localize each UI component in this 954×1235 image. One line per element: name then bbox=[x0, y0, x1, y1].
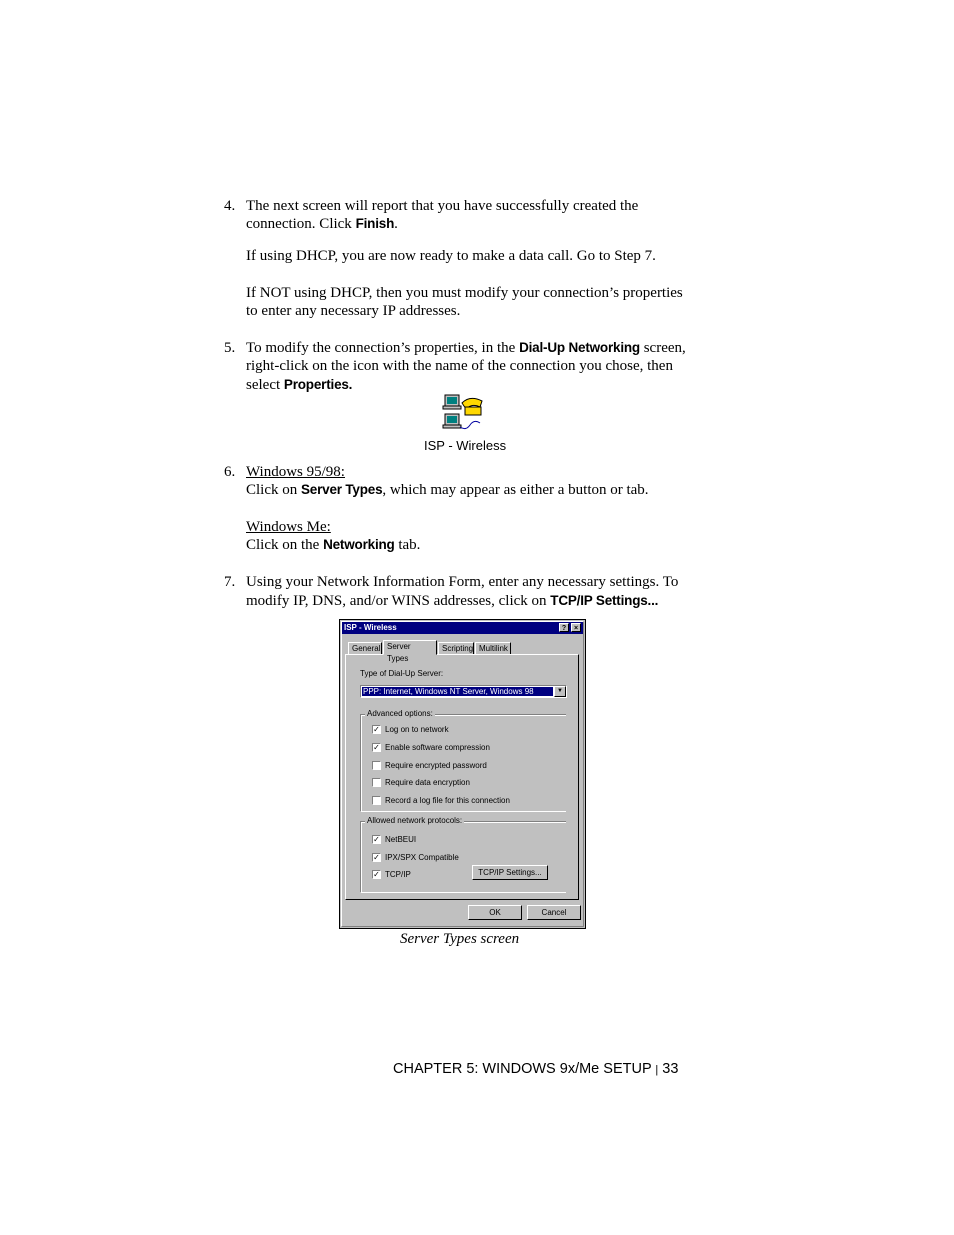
computer-phone-icon bbox=[440, 393, 486, 433]
win9x-instruction: Click on Server Types, which may appear as either a button or tab. bbox=[246, 482, 649, 498]
step-4-no-dhcp-line-1: If NOT using DHCP, then you must modify your connection’s properties bbox=[246, 285, 683, 301]
step-6-number: 6. bbox=[224, 464, 236, 480]
checkbox[interactable] bbox=[372, 796, 381, 805]
winme-heading: Windows Me: bbox=[246, 519, 331, 535]
step-7-line-1: Using your Network Information Form, enter any necessary settings. To bbox=[246, 574, 679, 590]
checkbox[interactable]: ✓ bbox=[373, 835, 380, 844]
help-button[interactable]: ? bbox=[559, 623, 569, 632]
checkbox[interactable] bbox=[372, 761, 381, 770]
step-4-line-1: The next screen will report that you have successfully created the bbox=[246, 198, 639, 214]
win9x-heading: Windows 95/98: bbox=[246, 464, 345, 480]
tab-multilink[interactable]: Multilink bbox=[475, 642, 511, 654]
properties-term: Properties. bbox=[283, 377, 353, 392]
tab-server-types[interactable]: Server Types bbox=[383, 640, 437, 655]
cancel-button[interactable]: Cancel bbox=[527, 905, 581, 920]
footer-separator: | bbox=[655, 1064, 659, 1076]
checkbox[interactable]: ✓ bbox=[373, 725, 380, 734]
server-type-value: PPP: Internet, Windows NT Server, Windows 98 bbox=[362, 687, 553, 696]
dialup-networking-term: Dial-Up Networking bbox=[519, 340, 640, 355]
finish-term: Finish bbox=[355, 216, 395, 231]
server-type-label: Type of Dial-Up Server: bbox=[360, 669, 444, 678]
step-5-line-1: To modify the connection’s properties, in the Dial-Up Networking screen, bbox=[246, 340, 686, 356]
step-5-line-3: select Properties. bbox=[246, 377, 353, 393]
tab-scripting[interactable]: Scripting bbox=[438, 642, 474, 654]
chapter-title: CHAPTER 5: WINDOWS 9x/Me SETUP bbox=[393, 1061, 652, 1077]
figure-caption: Server Types screen bbox=[400, 931, 520, 947]
winme-instruction: Click on the Networking tab. bbox=[246, 537, 421, 553]
checkbox[interactable] bbox=[372, 778, 381, 787]
checkbox[interactable]: ✓ bbox=[373, 870, 380, 879]
step-5-number: 5. bbox=[224, 340, 236, 356]
tab-general[interactable]: General bbox=[348, 642, 382, 654]
dialup-connection-icon[interactable] bbox=[440, 393, 486, 433]
step-4-no-dhcp-line-2: to enter any necessary IP addresses. bbox=[246, 303, 461, 319]
checkbox[interactable]: ✓ bbox=[373, 743, 380, 752]
server-types-term: Server Types bbox=[301, 482, 383, 497]
page-number: 33 bbox=[662, 1061, 679, 1077]
close-button[interactable]: × bbox=[571, 623, 581, 632]
dialog-title: ISP - Wireless bbox=[344, 623, 397, 632]
chevron-down-icon[interactable]: ▼ bbox=[554, 686, 566, 697]
step-4-line-2: connection. Click Finish. bbox=[246, 216, 398, 232]
server-types-dialog: ISP - Wireless ? × General Server Types Scripting Multilink Type of Dial-Up Server: PPP: Internet, Windows NT Server, Windows 98 ▼ Advanced options: ✓ Log on to network ✓ Enable software compression Require encrypted password Require data encryption Record a log file for this connection Allowed network protocols: ✓ NetBEUI ✓ IPX/SPX Compatible ✓ TCP/IP TCP/IP Settings... OK Cancel bbox=[339, 619, 586, 929]
protocols-label: Allowed network protocols: bbox=[367, 816, 463, 825]
dialog-titlebar bbox=[342, 622, 583, 634]
checkbox[interactable]: ✓ bbox=[373, 853, 380, 862]
step-4-dhcp-note: If using DHCP, you are now ready to make a data call. Go to Step 7. bbox=[246, 248, 656, 264]
step-5-line-2: right-click on the icon with the name of the connection you chose, then bbox=[246, 358, 673, 374]
step-7-line-2: modify IP, DNS, and/or WINS addresses, click on TCP/IP Settings... bbox=[246, 593, 659, 609]
ok-button[interactable]: OK bbox=[468, 905, 522, 920]
step-4-number: 4. bbox=[224, 198, 236, 214]
step-7-number: 7. bbox=[224, 574, 236, 590]
tcpip-settings-term: TCP/IP Settings... bbox=[550, 593, 659, 608]
server-type-select[interactable] bbox=[360, 685, 567, 698]
tcpip-settings-button[interactable]: TCP/IP Settings... bbox=[472, 865, 548, 880]
icon-label: ISP - Wireless bbox=[424, 438, 507, 453]
networking-term: Networking bbox=[323, 537, 395, 552]
page-footer bbox=[393, 1060, 678, 1080]
advanced-options-label: Advanced options: bbox=[367, 709, 433, 718]
